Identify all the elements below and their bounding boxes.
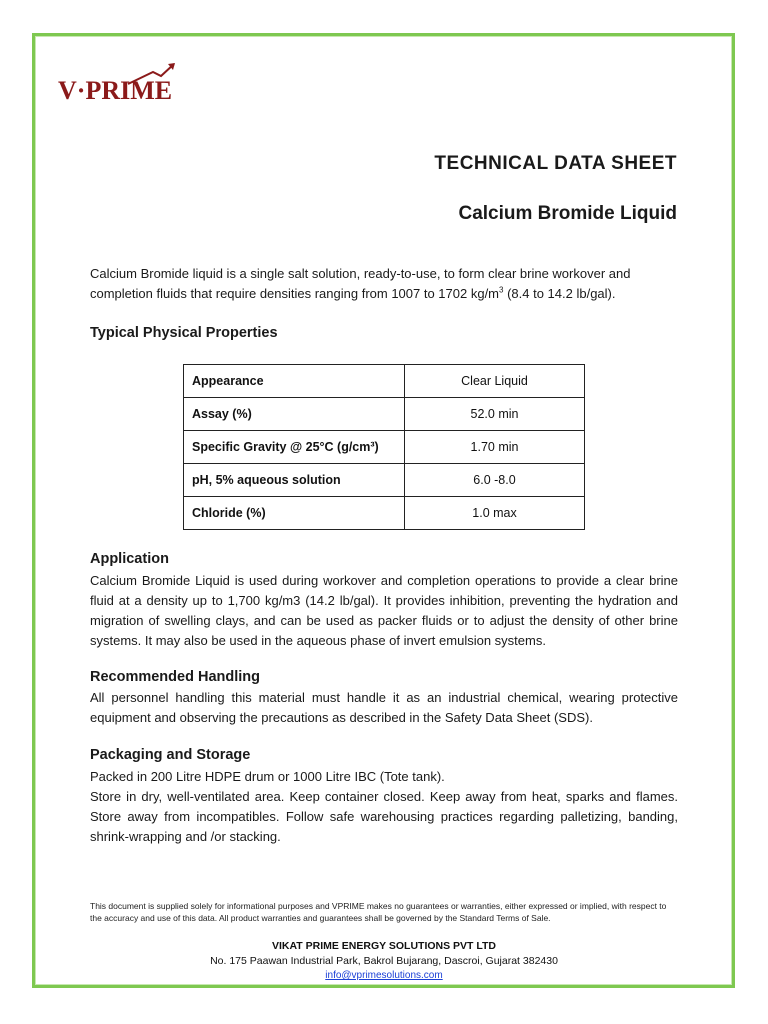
application-text: Calcium Bromide Liquid is used during workover and completion operations to provide a clear brine fluid at a density up to 1,700 kg/m3 (14.2 lb/gal). It provides inhibition, preventing the hydration and migration of swelling clays, and can be used as packer fluids or to adjust the density of other brine systems. It may also be used in the aqueous phase of invert emulsion systems. xyxy=(90,573,678,648)
document-title: TECHNICAL DATA SHEET xyxy=(434,153,677,174)
property-value: 1.0 max xyxy=(405,497,585,530)
table-row xyxy=(184,365,585,398)
table-row xyxy=(184,497,585,530)
disclaimer: This document is supplied solely for informational purposes and VPRIME makes no guarantees or warranties, either expressed or implied, with respect to the accuracy and use of this data. All product warranties and guarantees shall be governed by the Standard Terms of Sale. xyxy=(90,901,667,923)
table-row xyxy=(184,464,585,497)
property-name: Assay (%) xyxy=(184,398,405,431)
handling-heading: Recommended Handling xyxy=(90,669,260,685)
logo-text: V·PRIME xyxy=(58,76,173,105)
property-name: Specific Gravity @ 25°C (g/cm³) xyxy=(184,431,405,464)
table-row xyxy=(184,398,585,431)
property-value: 1.70 min xyxy=(405,431,585,464)
property-name: Appearance xyxy=(184,365,405,398)
property-value: 6.0 -8.0 xyxy=(405,464,585,497)
properties-table xyxy=(183,364,585,530)
packaging-line-1: Packed in 200 Litre HDPE drum or 1000 Litre IBC (Tote tank). xyxy=(90,769,445,784)
product-title: Calcium Bromide Liquid xyxy=(458,203,677,224)
table-row xyxy=(184,431,585,464)
email-link[interactable]: info@vprimesolutions.com xyxy=(325,970,443,981)
application-heading: Application xyxy=(90,551,169,567)
packaging-text: Store in dry, well-ventilated area. Keep container closed. Keep away from heat, sparks and flames. Store away from incompatibles. Follow safe warehousing practices regarding palletizing, banding, shrink-wrapping and /or stacking. xyxy=(90,789,678,844)
property-value: Clear Liquid xyxy=(405,365,585,398)
property-name: pH, 5% aqueous solution xyxy=(184,464,405,497)
property-name: Chloride (%) xyxy=(184,497,405,530)
intro-line-2b: (8.4 to 14.2 lb/gal). xyxy=(503,286,616,301)
vprime-logo xyxy=(58,62,178,106)
company-address: No. 175 Paawan Industrial Park, Bakrol Bujarang, Dascroi, Gujarat 382430 xyxy=(210,955,558,967)
intro-line-1: Calcium Bromide liquid is a single salt solution, ready-to-use, to form clear brine workover and xyxy=(90,266,631,281)
property-value: 52.0 min xyxy=(405,398,585,431)
intro-line-2a: completion fluids that require densities ranging from 1007 to 1702 kg/m xyxy=(90,286,500,301)
intro-superscript: 3 xyxy=(499,285,504,295)
packaging-heading: Packaging and Storage xyxy=(90,747,251,763)
properties-heading: Typical Physical Properties xyxy=(90,325,278,341)
handling-text: All personnel handling this material must handle it as an industrial chemical, wearing protective equipment and observing the precautions as described in the Safety Data Sheet (SDS). xyxy=(90,690,678,725)
intro-paragraph xyxy=(90,264,678,304)
company-name: VIKAT PRIME ENERGY SOLUTIONS PVT LTD xyxy=(271,940,497,952)
